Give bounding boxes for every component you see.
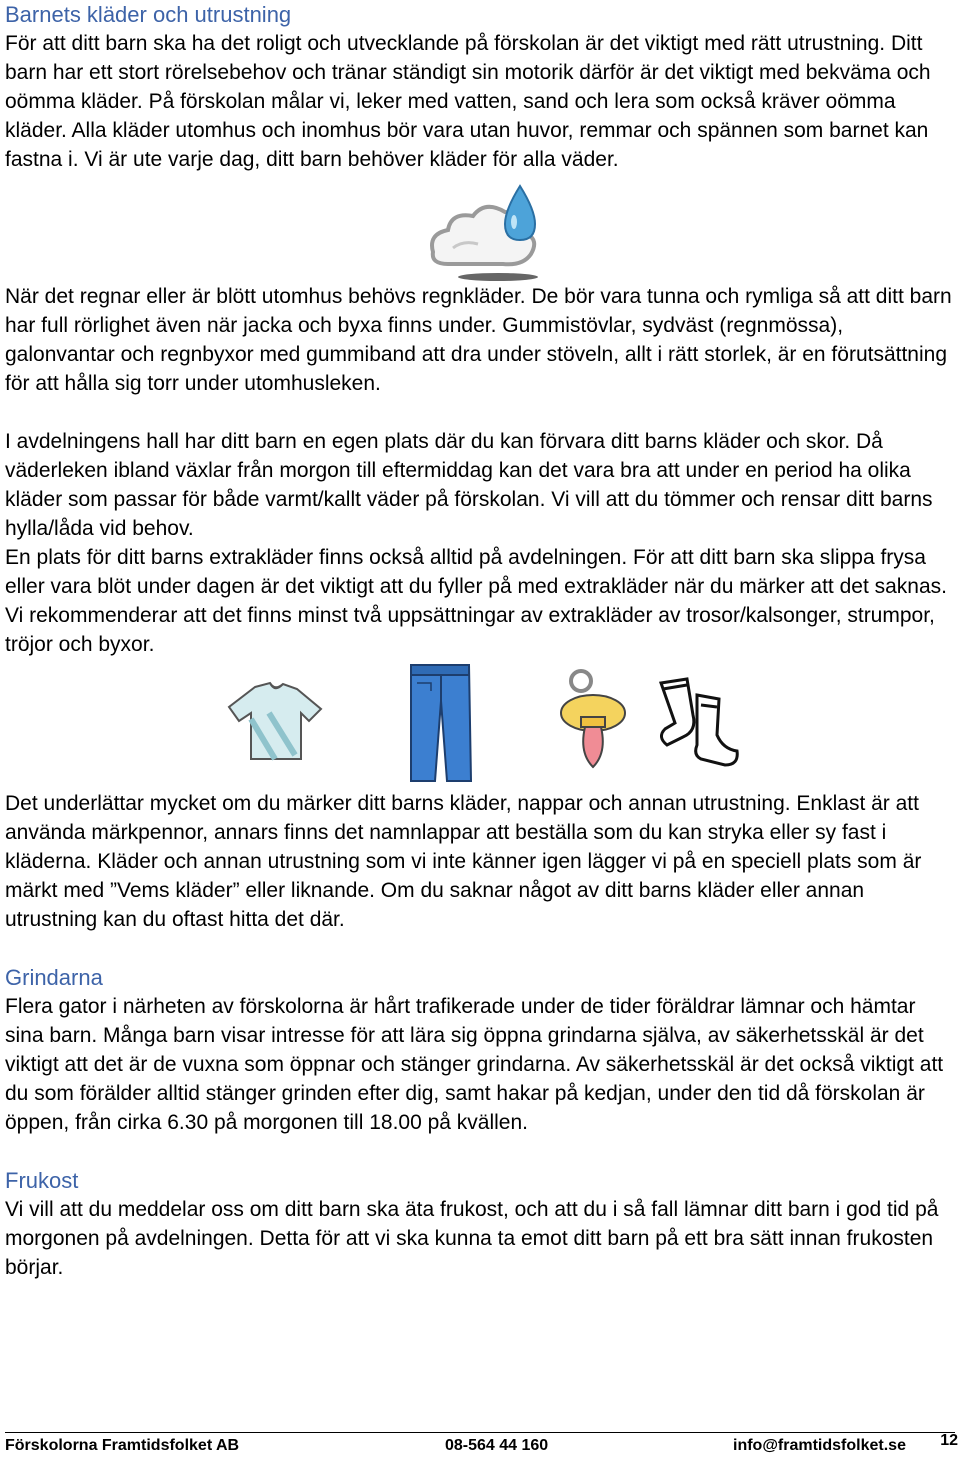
paragraph-labeling: Det underlättar mycket om du märker ditt barns kläder, nappar och annan utrustning. Enklast är att använda märkpennor, annars finns det namnlappar att beställa som du kan stryka eller sy fast i kläderna. Kläder och annan utrustning som vi inte känner igen lägger vi på en speciell plats som är märkt med ”Vems kläder” eller liknande. Om du saknar något av ditt barns kläder eller annan utrustning kan du oftast hitta det där. [5, 792, 922, 931]
section-title-breakfast: Frukost [5, 1168, 79, 1193]
socks-icon [653, 675, 743, 775]
footer-phone: 08-564 44 160 [445, 1437, 549, 1454]
paragraph-hall: I avdelningens hall har ditt barn en egen plats där du kan förvara ditt barns kläder och skor. Då väderleken ibland växlar från morgon till eftermiddag kan det vara bra att under en period ha olika kläder som passar för både varmt/kallt väder på förskolan. Vi vill att du tömmer och rensar ditt barns hylla/låda vid behov. [5, 430, 933, 540]
footer-email: info@framtidsfolket.se [733, 1437, 906, 1454]
paragraph-rain: När det regnar eller är blött utomhus behövs regnkläder. De bör vara tunna och rymliga så att ditt barn har full rörlighet även när jacka och byxa finns under. Gummistövlar, sydväst (regnmössa), galonvantar och regnbyxor med gummiband att dra under stöveln, allt i rätt storlek, är en förutsättning för att hålla sig torr under utomhusleken. [5, 285, 952, 395]
paragraph-breakfast: Vi vill att du meddelar oss om ditt barn ska äta frukost, och att du i så fall lämnar ditt barn i god tid på morgonen på avdelningen. Detta för att vi ska kunna ta emot ditt barn på ett bra sätt innan frukosten börjar. [5, 1198, 939, 1279]
page-footer [5, 1432, 955, 1457]
paragraph-gates: Flera gator i närheten av förskolorna är hårt trafikerade under de tider föräldrar lämnar och hämtar sina barn. Många barn visar intresse för att lära sig öppna grindarna själva, av säkerhetsskäl är det viktigt att det är de vuxna som öppnar och stänger grindarna. Av säkerhetsskäl är det också viktigt att du som förälder alltid stänger grinden efter dig, samt hakar på kedjan, under den tid då förskolan är öppen, från cirka 6.30 på morgonen till 18.00 på kvällen. [5, 995, 944, 1134]
rain-cloud-icon [423, 182, 543, 282]
footer-organization: Förskolorna Framtidsfolket AB [5, 1437, 240, 1454]
document-page [5, 0, 953, 1282]
shirt-icon [225, 679, 325, 764]
clothing-illustrations [5, 659, 953, 789]
section-title-clothes: Barnets kläder och utrustning [5, 2, 292, 27]
section-title-gates: Grindarna [5, 965, 103, 990]
jeans-icon [405, 661, 475, 786]
paragraph-intro: För att ditt barn ska ha det roligt och utvecklande på förskolan är det viktigt med rätt utrustning. Ditt barn har ett stort rörelsebehov och tränar ständigt sin motorik därför är det viktigt med bekväma och oömma kläder. På förskolan målar vi, leker med vatten, sand och lera som också kräver oömma kläder. Alla kläder utomhus och inomhus bör vara utan huvor, remmar och spännen som barnet kan fastna i. Vi är ute varje dag, ditt barn behöver kläder för alla väder. [5, 32, 931, 171]
paragraph-extra-clothes: En plats för ditt barns extrakläder finns också alltid på avdelningen. För att ditt barn ska slippa frysa eller vara blöt under dagen är det viktigt att du fyller på med extrakläder när du märker att det saknas. Vi rekommenderar att det finns minst två uppsättningar av extrakläder av trosor/kalsonger, strumpor, tröjor och byxor. [5, 546, 947, 656]
cloud-illustration [5, 174, 953, 282]
page-number: 12 [940, 1432, 958, 1449]
pacifier-icon [553, 667, 633, 777]
